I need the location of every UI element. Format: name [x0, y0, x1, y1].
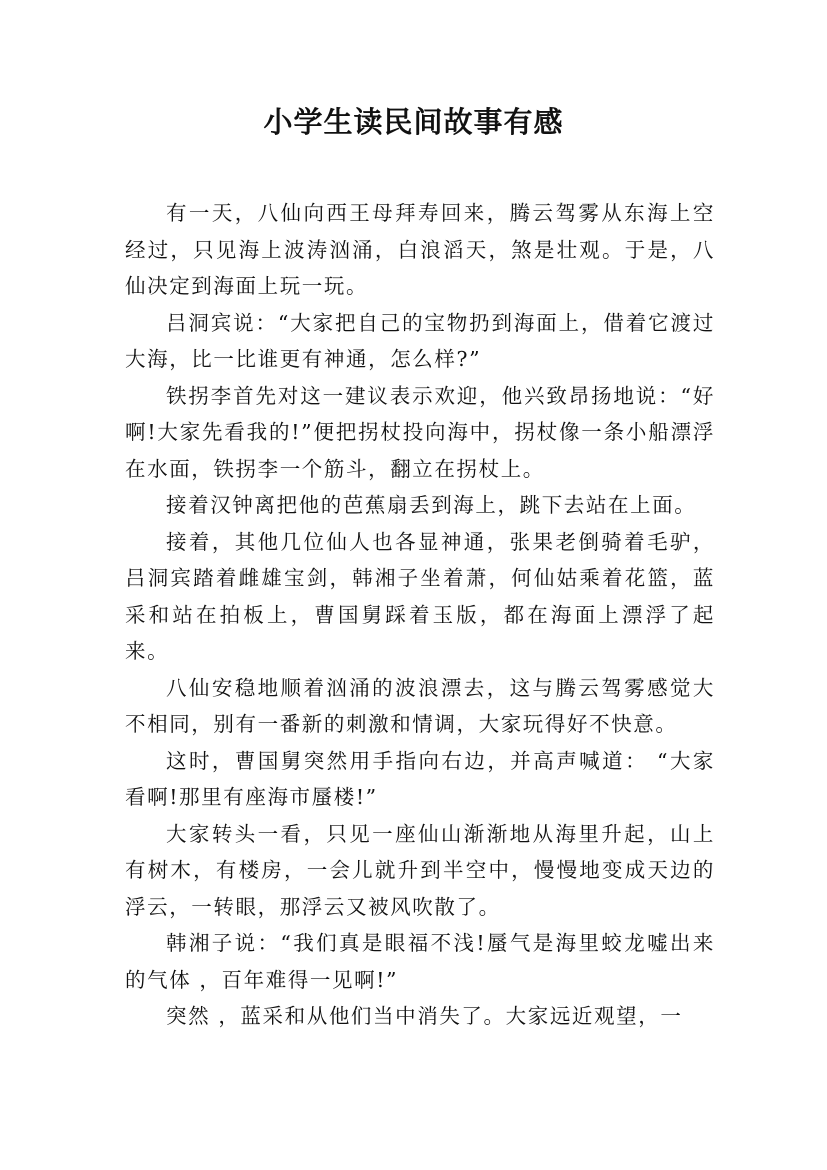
document-title: 小学生读民间故事有感 — [263, 105, 564, 139]
document-body — [125, 195, 715, 1035]
paragraph: 有一天，八仙向西王母拜寿回来，腾云驾雾从东海上空经过，只见海上波涛汹涌，白浪滔天，煞是壮观。于是，八仙决定到海面上玩一玩。 — [125, 201, 715, 298]
paragraph: 这时，曹国舅突然用手指向右边，并高声喊道： “大家看啊!那里有座海市蜃楼!” — [125, 748, 715, 809]
paragraph: 吕洞宾说：“大家把自己的宝物扔到海面上，借着它渡过大海，比一比谁更有神通，怎么样?” — [125, 310, 715, 371]
paragraph: 大家转头一看，只见一座仙山渐渐地从海里升起，山上有树木，有楼房，一会儿就升到半空中，慢慢地变成天边的浮云，一转眼，那浮云又被风吹散了。 — [125, 821, 715, 919]
paragraph: 铁拐李首先对这一建议表示欢迎，他兴致昂扬地说：“好啊!大家先看我的!”便把拐杖投向海中，拐杖像一条小船漂浮在水面，铁拐李一个筋斗，翻立在拐杖上。 — [125, 383, 715, 481]
paragraph: 接着，其他几位仙人也各显神通，张果老倒骑着毛驴，吕洞宾踏着雌雄宝剑，韩湘子坐着萧，何仙姑乘着花篮，蓝采和站在拍板上，曹国舅踩着玉版，都在海面上漂浮了起来。 — [125, 529, 715, 663]
paragraph: 突然 ，蓝采和从他们当中消失了。大家远近观望，一 — [166, 1004, 683, 1028]
paragraph: 接着汉钟离把他的芭蕉扇丢到海上，跳下去站在上面。 — [166, 493, 697, 517]
paragraph: 八仙安稳地顺着汹涌的波浪漂去，这与腾云驾雾感觉大不相同，别有一番新的刺激和情调，大家玩得好不快意。 — [125, 675, 715, 736]
paragraph: 韩湘子说：“我们真是眼福不浅!蜃气是海里蛟龙嘘出来的气体 ，百年难得一见啊!” — [125, 931, 715, 992]
